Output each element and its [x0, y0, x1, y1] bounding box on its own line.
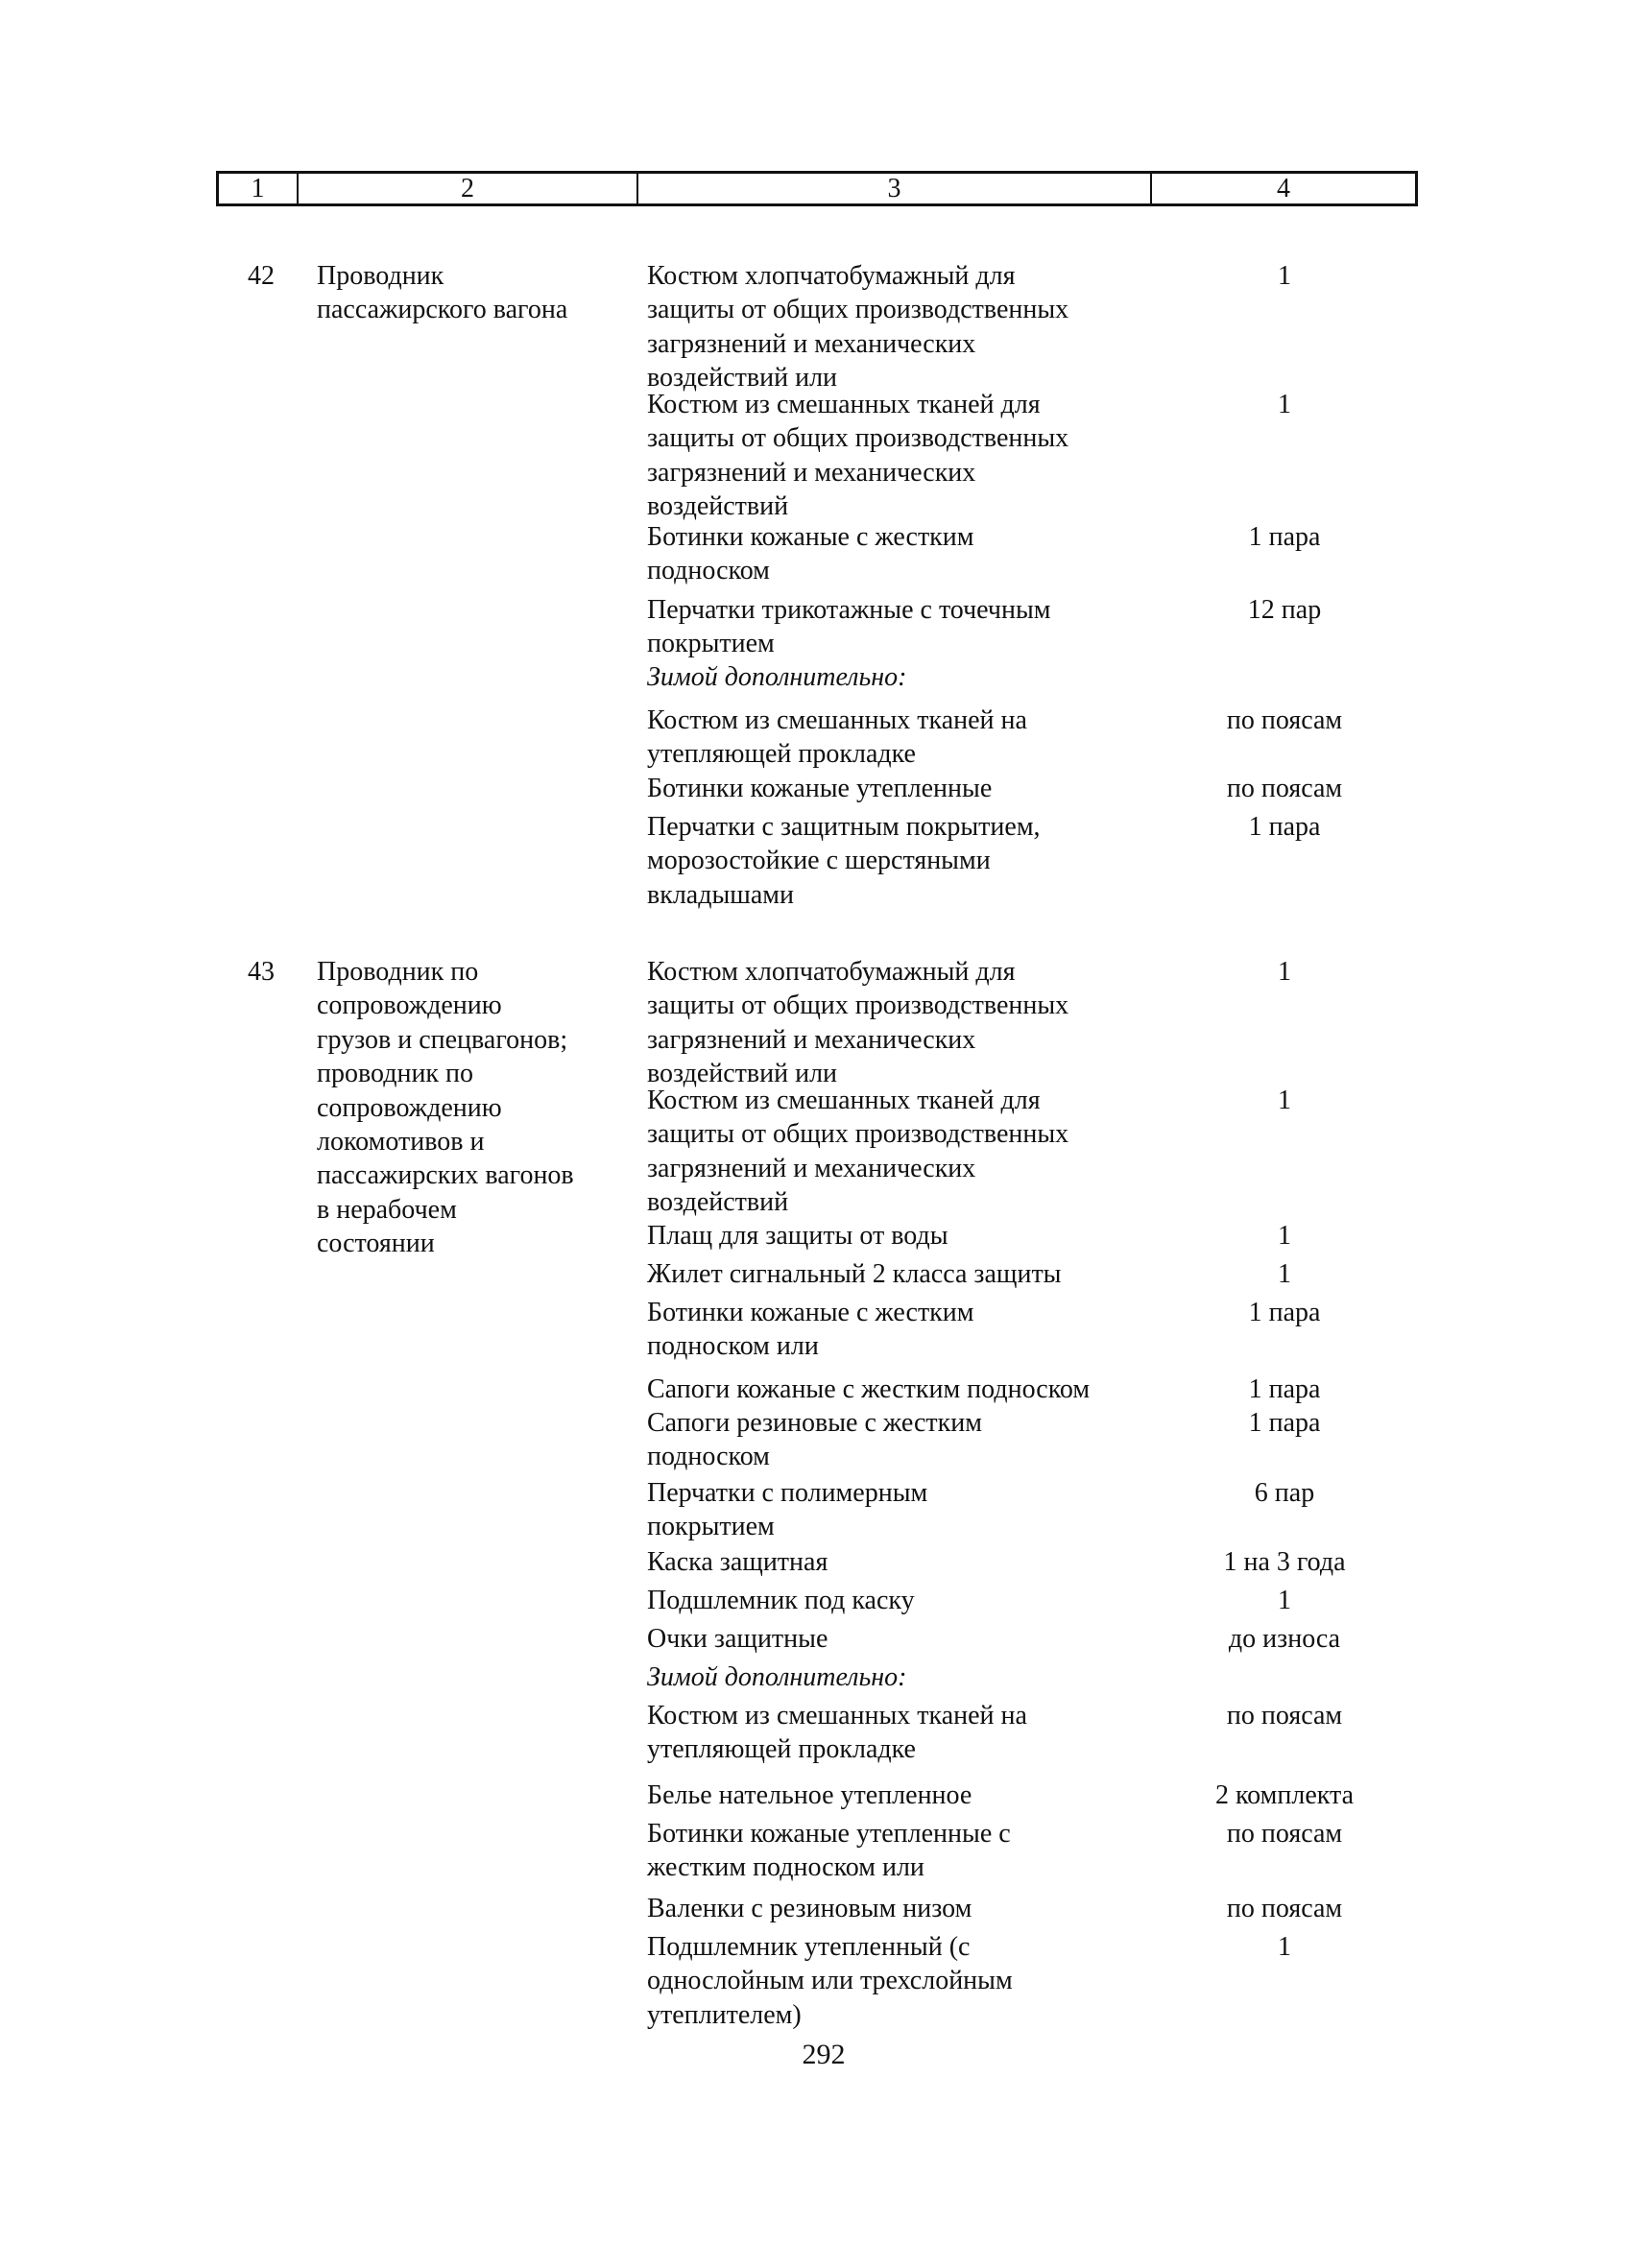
item-description-line: Каска защитная [647, 1547, 828, 1577]
item-description-line: воздействий [647, 491, 789, 522]
item-description-line: воздействий или [647, 1059, 838, 1089]
item-quantity: 2 комплекта [1215, 1780, 1354, 1810]
item-description-line: подноском или [647, 1331, 819, 1362]
item-description-line: Перчатки с защитным покрытием, [647, 812, 1041, 842]
position-title-line: пассажирского вагона [317, 295, 568, 325]
section-note: Зимой дополнительно: [647, 662, 907, 692]
item-quantity: 12 пар [1247, 595, 1322, 625]
item-description-line: Ботинки кожаные с жестким [647, 522, 974, 552]
item-description-line: Костюм из смешанных тканей на [647, 1701, 1027, 1731]
item-quantity: 1 пара [1248, 522, 1321, 552]
item-description-line: Жилет сигнальный 2 класса защиты [647, 1259, 1062, 1289]
item-description-line: вкладышами [647, 879, 794, 910]
item-description-line: подноском [647, 1442, 770, 1472]
item-description-line: Костюм хлопчатобумажный для [647, 261, 1016, 291]
item-description-line: жестким подноском или [647, 1852, 924, 1883]
row-number: 42 [248, 261, 275, 291]
item-description-line: утепляющей прокладке [647, 1734, 916, 1765]
item-description-line: Перчатки трикотажные с точечным [647, 595, 1051, 625]
item-quantity: 1 пара [1248, 1298, 1321, 1327]
item-description-line: защиты от общих производственных [647, 423, 1069, 454]
header-col-2: 2 [297, 174, 636, 203]
item-quantity: 1 [1278, 1586, 1291, 1615]
item-quantity: по поясам [1226, 1894, 1343, 1923]
section-note: Зимой дополнительно: [647, 1662, 907, 1692]
item-description-line: Очки защитные [647, 1624, 828, 1654]
item-description-line: подноском [647, 556, 770, 586]
row-number: 43 [248, 957, 275, 987]
item-quantity: по поясам [1226, 705, 1343, 735]
item-quantity: 1 пара [1248, 812, 1321, 842]
position-title-line: Проводник по [317, 957, 479, 987]
item-quantity: по поясам [1226, 1819, 1343, 1849]
item-description-line: Костюм из смешанных тканей на [647, 705, 1027, 735]
item-description-line: покрытием [647, 1512, 775, 1542]
item-description-line: Плащ для защиты от воды [647, 1221, 948, 1251]
item-description-line: покрытием [647, 629, 775, 659]
item-description-line: морозостойкие с шерстяными [647, 846, 991, 876]
header-col-1: 1 [251, 173, 265, 203]
item-description-line: защиты от общих производственных [647, 1119, 1069, 1150]
item-quantity: 1 [1278, 957, 1291, 987]
item-description-line: загрязнений и механических [647, 457, 976, 488]
position-title-line: локомотивов и [317, 1127, 485, 1157]
page-number: 292 [802, 2039, 846, 2070]
item-description-line: воздействий [647, 1187, 789, 1218]
item-quantity: 1 [1278, 261, 1291, 291]
position-title-line: в нерабочем [317, 1194, 457, 1225]
item-description-line: Подшлемник утепленный (с [647, 1932, 971, 1962]
item-description-line: загрязнений и механических [647, 1024, 976, 1055]
item-description-line: Ботинки кожаные утепленные с [647, 1819, 1011, 1849]
item-description-line: Костюм хлопчатобумажный для [647, 957, 1016, 987]
header-col-4: 4 [1150, 174, 1415, 203]
item-description-line: Костюм из смешанных тканей для [647, 1086, 1041, 1115]
position-title-line: состоянии [317, 1229, 435, 1259]
item-description-line: Костюм из смешанных тканей для [647, 390, 1041, 419]
position-title-line: пассажирских вагонов [317, 1160, 574, 1191]
item-description-line: Ботинки кожаные утепленные [647, 774, 993, 803]
item-quantity: 1 пара [1248, 1408, 1321, 1438]
item-description-line: Сапоги кожаные с жестким подноском [647, 1374, 1091, 1404]
item-description-line: воздействий или [647, 363, 838, 394]
item-quantity: 6 пар [1254, 1478, 1315, 1508]
item-quantity: 1 [1278, 390, 1291, 419]
table-header-row [216, 171, 1418, 206]
item-quantity: 1 пара [1248, 1374, 1321, 1404]
item-description-line: Подшлемник под каску [647, 1586, 915, 1615]
item-quantity: 1 на 3 года [1223, 1547, 1346, 1577]
item-description-line: защиты от общих производственных [647, 991, 1069, 1021]
position-title-line: сопровождению [317, 1092, 502, 1123]
item-description-line: однослойным или трехслойным [647, 1966, 1013, 1996]
item-description-line: Сапоги резиновые с жестким [647, 1408, 982, 1438]
item-description-line: Белье нательное утепленное [647, 1780, 972, 1810]
item-description-line: утеплителем) [647, 1999, 802, 2030]
item-description-line: утепляющей прокладке [647, 739, 916, 770]
item-quantity: 1 [1278, 1221, 1291, 1251]
item-description-line: загрязнений и механических [647, 1153, 976, 1183]
item-description-line: Ботинки кожаные с жестким [647, 1298, 974, 1327]
item-description-line: Перчатки с полимерным [647, 1478, 928, 1508]
item-quantity: 1 [1278, 1932, 1291, 1962]
item-quantity: до износа [1228, 1624, 1341, 1654]
item-description-line: загрязнений и механических [647, 328, 976, 359]
position-title-line: сопровождению [317, 991, 502, 1021]
position-title-line: проводник по [317, 1059, 474, 1089]
position-title-line: Проводник [317, 261, 444, 291]
item-description-line: защиты от общих производственных [647, 295, 1069, 325]
item-description-line: Валенки с резиновым низом [647, 1894, 972, 1923]
item-quantity: 1 [1278, 1259, 1291, 1289]
position-title-line: грузов и спецвагонов; [317, 1024, 568, 1055]
item-quantity: по поясам [1226, 1701, 1343, 1731]
header-col-3: 3 [636, 174, 1150, 203]
item-quantity: 1 [1278, 1086, 1291, 1115]
item-quantity: по поясам [1226, 774, 1343, 803]
